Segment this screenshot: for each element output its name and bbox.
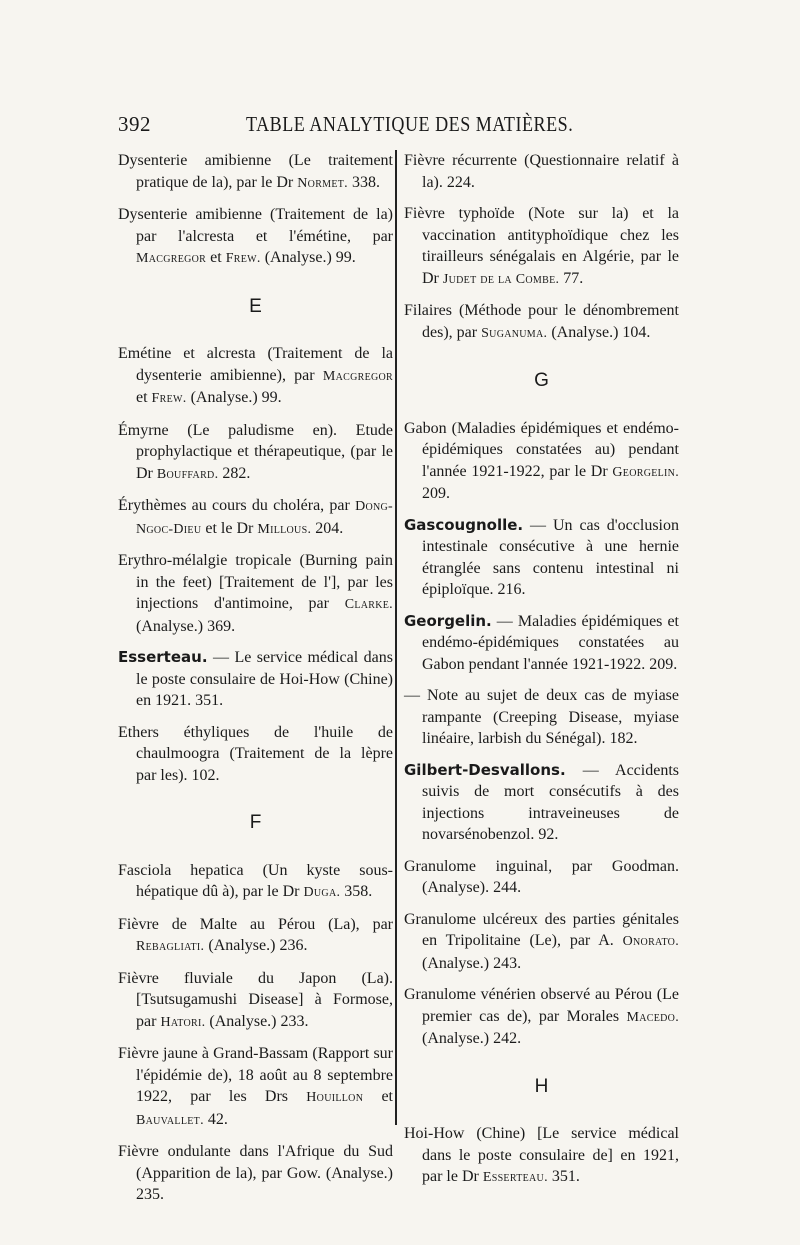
- index-entry: Dysenterie amibienne (Traitement de la) par l'alcresta et l'émétine, par Macgregor et Frew. (Analyse.) 99.: [118, 206, 393, 266]
- index-entry: Ethers éthyliques de l'huile de chaulmoogra (Traitement de la lèpre par les). 102.: [118, 723, 393, 784]
- index-entry: Granulome inguinal, par Goodman. (Analyse). 244.: [404, 857, 679, 896]
- index-entry: Fièvre ondulante dans l'Afrique du Sud (Apparition de la), par Gow. (Analyse.) 235.: [118, 1143, 393, 1203]
- index-entry: Fièvre typhoïde (Note sur la) et la vaccination antityphoïdique chez les tirailleurs sénégalais en Algérie, par le Dr Judet de la Combe. 77.: [404, 205, 679, 287]
- page-number: 392: [118, 112, 151, 136]
- index-entry: Gilbert-Desvallons. — Accidents suivis de mort consécutifs à des injections intraveineuses de novarsénobenzol. 92.: [404, 760, 679, 843]
- index-entry: Dysenterie amibienne (Le traitement pratique de la), par le Dr Normet. 338.: [118, 152, 393, 191]
- index-entry: — Note au sujet de deux cas de myiase rampante (Creeping Disease, myiase linéaire, larbish du Sénégal). 182.: [404, 687, 679, 747]
- index-entry: Georgelin. — Maladies épidémiques et endémo-épidémiques constatées au Gabon pendant l'année 1921-1922. 209.: [404, 611, 679, 673]
- index-entry: Fièvre récurrente (Questionnaire relatif à la). 224.: [404, 152, 679, 191]
- section-letter: G: [534, 370, 549, 391]
- index-entry: Gascougnolle. — Un cas d'occlusion intestinale consécutive à une hernie étranglée sans contenu intestinal ni épiploïque. 216.: [404, 515, 679, 598]
- left-column: [118, 150, 393, 1216]
- index-entry: Hoi-How (Chine) [Le service médical dans le poste consulaire de] en 1921, par le Dr Esserteau. 351.: [404, 1125, 679, 1185]
- column-divider: [395, 150, 397, 1125]
- running-title: TABLE ANALYTIQUE DES MATIÈRES.: [246, 112, 574, 136]
- index-entry: Emétine et alcresta (Traitement de la dysenterie amibienne), par Macgregor et Frew. (Analyse.) 99.: [118, 345, 393, 406]
- section-letter: H: [534, 1075, 549, 1097]
- page-header: [118, 112, 684, 142]
- right-column: [404, 150, 679, 1199]
- index-entry: Filaires (Méthode pour le dénombrement des), par Suganuma. (Analyse.) 104.: [404, 302, 679, 341]
- index-entry: Fasciola hepatica (Un kyste sous-hépatique dû à), par le Dr Duga. 358.: [118, 861, 393, 900]
- index-entry: Érythèmes au cours du choléra, par Dong-Ngoc-Dieu et le Dr Millous. 204.: [118, 497, 393, 537]
- index-entry: Erythro-mélalgie tropicale (Burning pain in the feet) [Traitement de l'], par les injections d'antimoine, par Clarke. (Analyse.) 369.: [118, 552, 393, 635]
- section-letter: E: [249, 295, 262, 317]
- index-entry: Fièvre fluviale du Japon (La). [Tsutsugamushi Disease] à Formose, par Hatori. (Analyse.) 233.: [118, 969, 393, 1030]
- section-letter: F: [249, 812, 262, 833]
- index-entry: Fièvre jaune à Grand-Bassam (Rapport sur l'épidémie de), 18 août au 8 septembre 1922, par les Drs Houillon et Bauvallet. 42.: [118, 1045, 394, 1128]
- index-entry: Fièvre de Malte au Pérou (La), par Rebagliati. (Analyse.) 236.: [118, 915, 393, 954]
- index-entry: Gabon (Maladies épidémiques et endémo-épidémiques constatées au) pendant l'année 1921-1922, par le Dr Georgelin. 209.: [404, 419, 679, 502]
- index-entry: Esserteau. — Le service médical dans le poste consulaire de Hoi-How (Chine) en 1921. 351.: [118, 648, 393, 709]
- index-entry: Granulome ulcéreux des parties génitales en Tripolitaine (Le), par A. Onorato. (Analyse.) 243.: [404, 910, 679, 972]
- index-entry: Granulome vénérien observé au Pérou (Le premier cas de), par Morales Macedo. (Analyse.) 242.: [404, 986, 679, 1047]
- index-entry: Émyrne (Le paludisme en). Etude prophylactique et thérapeutique, (par le Dr Bouffard. 282.: [118, 421, 393, 482]
